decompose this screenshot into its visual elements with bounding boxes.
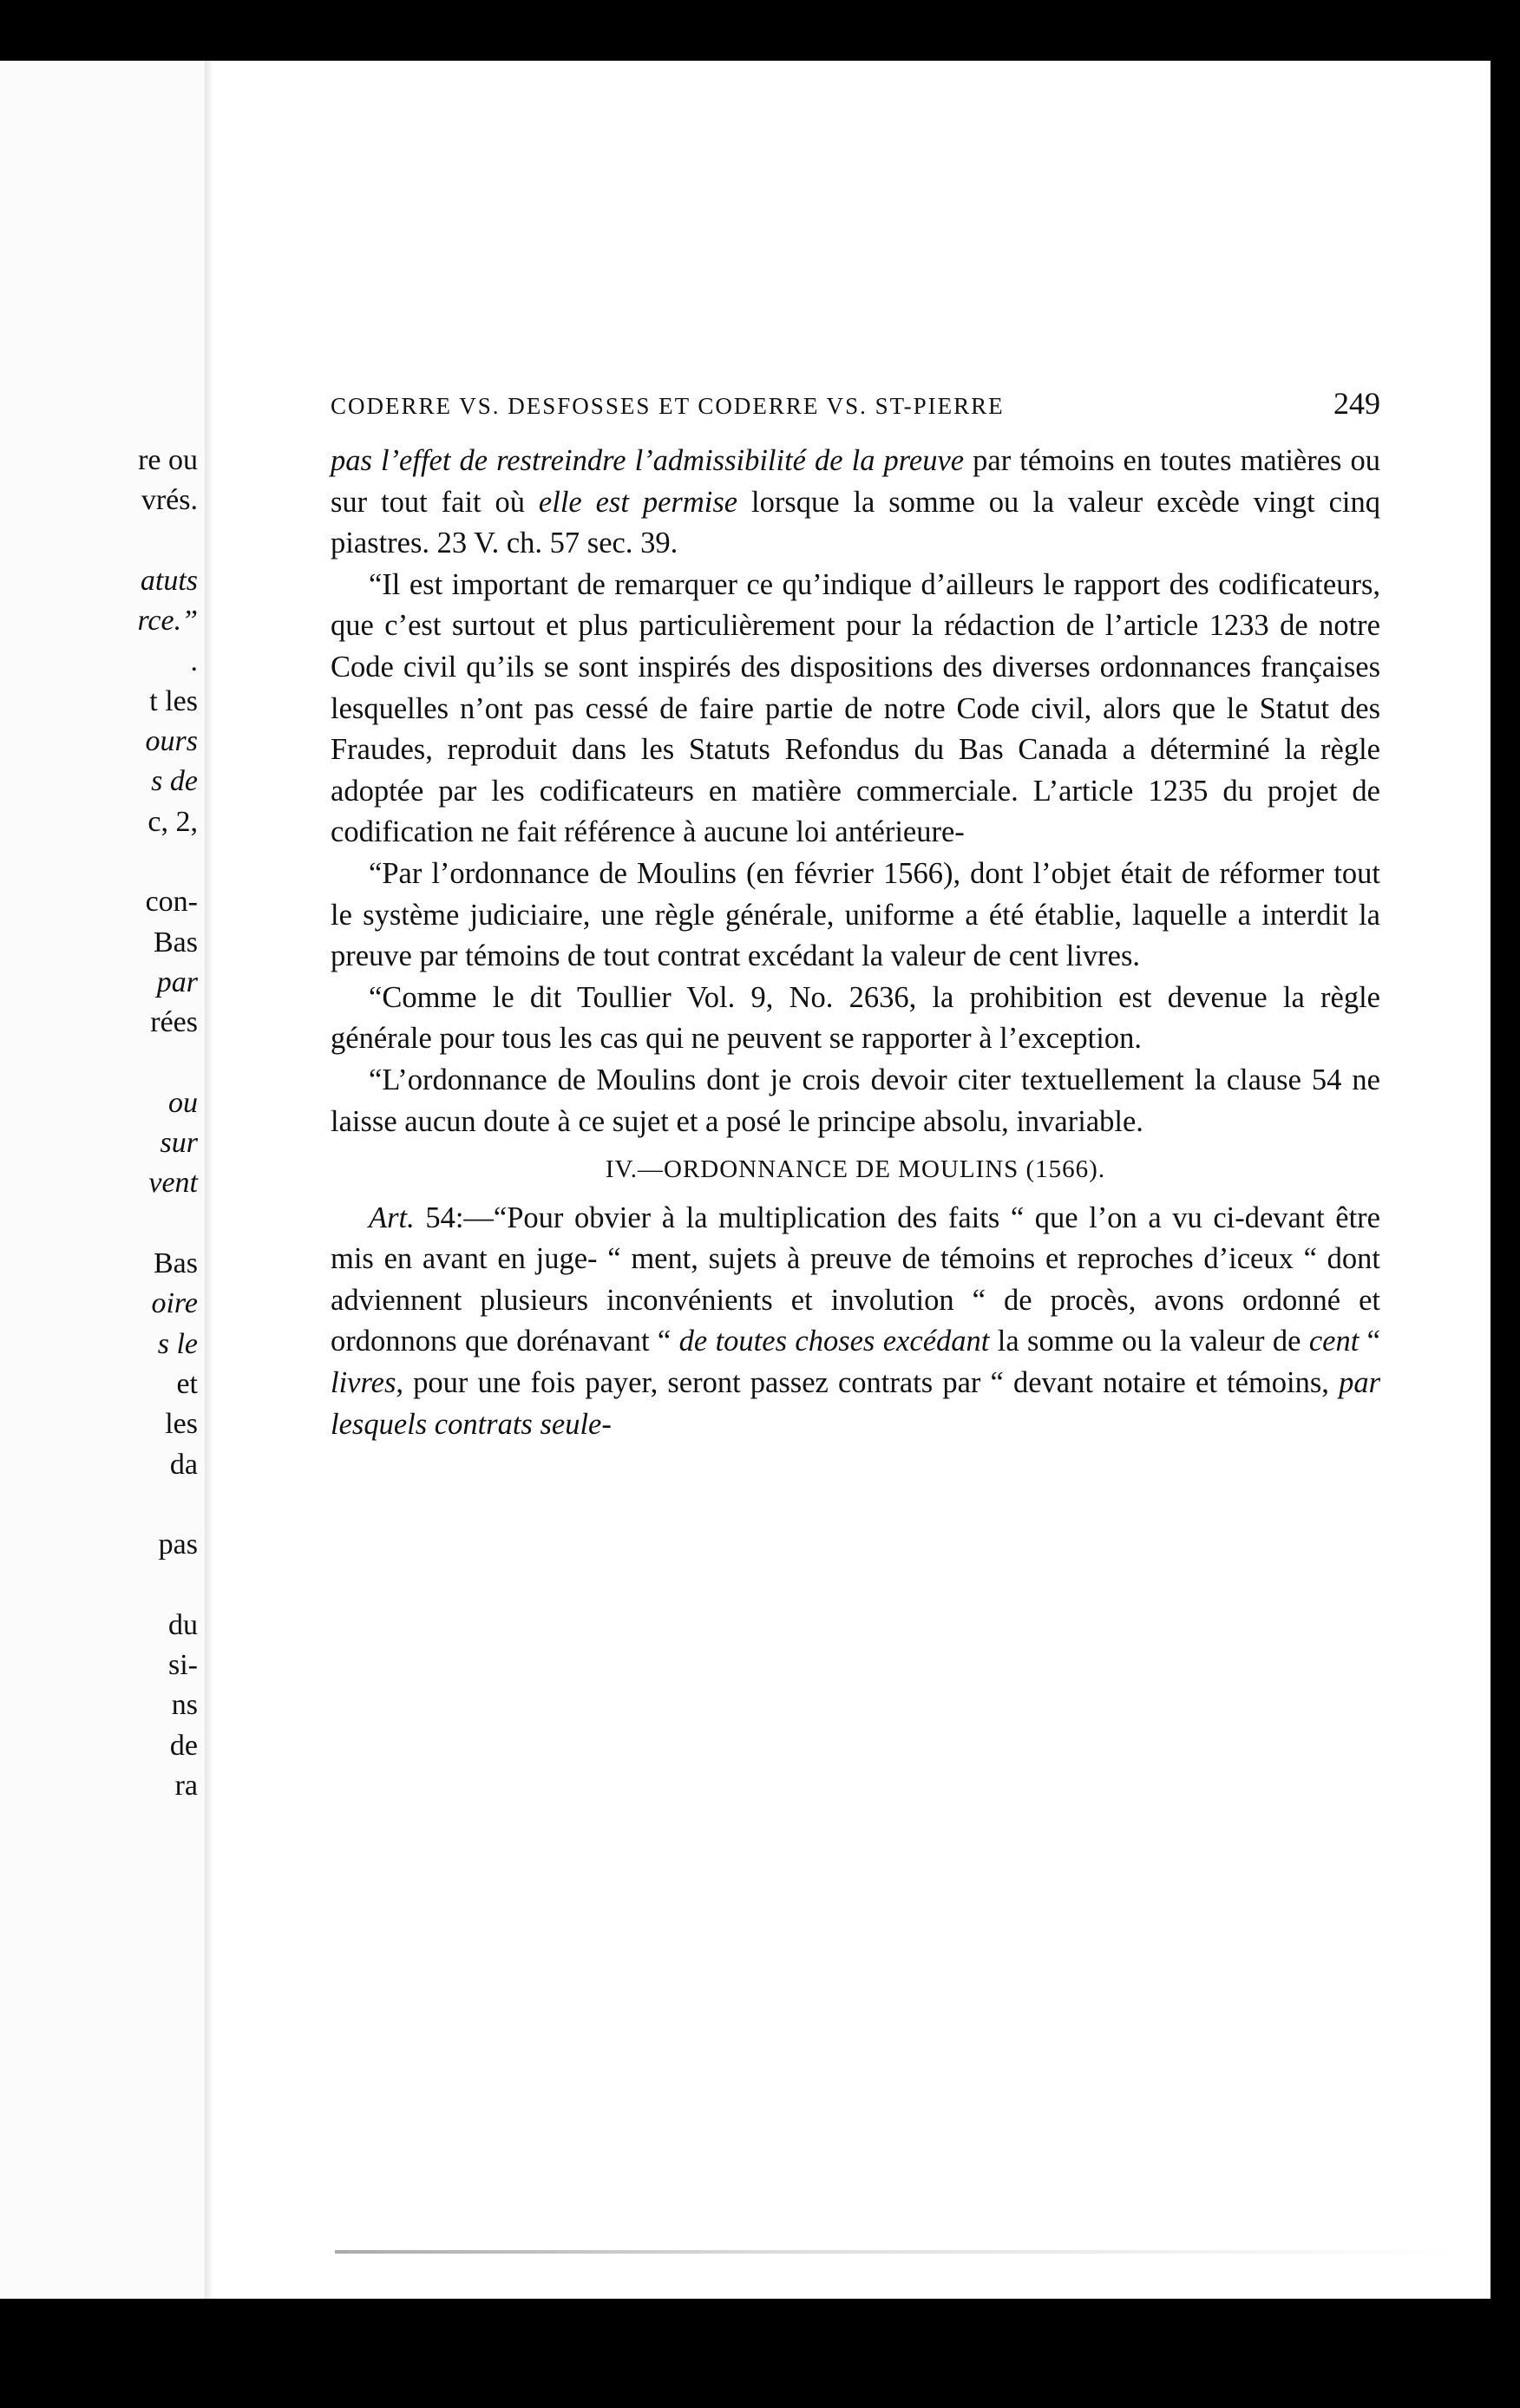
left-page-fragment: Bas [154,1247,198,1279]
left-page-fragment: atuts [140,564,198,597]
left-page-fragment: rées [150,1006,198,1039]
left-page-fragment: c, 2, [147,805,198,838]
paragraph-toullier: “Comme le dit Toullier Vol. 9, No. 2636, la prohibition est devenue la règle générale pour tous les cas qui ne peuvent se rapporter à l’exception. [331,980,1380,1056]
running-title: CODERRE VS. DESFOSSES ET CODERRE VS. ST-PIERRE [331,393,1005,419]
left-page-fragment: rce.” [137,605,198,638]
previous-page-edge [0,61,206,2299]
left-page-fragment: par [156,965,198,998]
page-249 [213,61,1491,2299]
left-page-fragment: les [165,1408,198,1441]
page-body [331,441,1380,1445]
left-page-fragment: du [168,1608,198,1641]
left-page-fragment: da [169,1448,198,1481]
running-header [331,385,1380,422]
left-page-fragment: ou [168,1086,198,1119]
left-page-fragment: Bas [154,926,198,959]
left-page-fragment: si- [168,1649,198,1681]
left-page-fragment: de [169,1729,198,1762]
left-page-fragment: et [176,1367,198,1400]
paragraph-codificateurs: “Il est important de remarquer ce qu’indique d’ailleurs le rapport des codificateurs, que c’est surtout et plus particulièrement pour la rédaction de l’article 1233 de notre Code civil qu’ils se sont inspirés des dispositions des diverses ordonnances françaises lesquelles n’ont pas cessé de faire partie de notre Code civil, alors que le Statut des Fraudes, reproduit dans les Statuts Refondus du Bas Canada a déterminé la règle adoptée par les codificateurs en matière commerciale. L’article 1235 du projet de codification ne fait référence à aucune loi antérieure- [331,567,1380,849]
page-gutter [205,61,213,2299]
book-spread [0,61,1491,2299]
left-page-fragment: sur [160,1127,198,1160]
left-page-fragment: vrés. [141,484,198,517]
scan-shadow [335,2250,1463,2254]
left-page-fragment: ra [174,1769,198,1802]
paragraph-ordonnance-moulins: “Par l’ordonnance de Moulins (en février 1566), dont l’objet était de réformer tout le système judiciaire, une règle générale, uniforme a été établie, laquelle a interdit la preuve par témoins de tout contrat excédant la valeur de cent livres. [331,856,1380,973]
left-page-fragment: s de [151,765,198,798]
paragraph-clause-54: “L’ordonnance de Moulins dont je crois devoir citer textuellement la clause 54 ne laisse aucun doute à ce sujet et a posé le principe absolu, invariable. [331,1063,1380,1138]
left-page-fragment: ours [145,725,198,758]
left-page-fragment: . [190,645,198,677]
section-heading: IV.—ORDONNANCE DE MOULINS (1566). [605,1155,1106,1184]
left-page-fragment: t les [149,684,198,717]
left-page-fragment: vent [148,1167,198,1200]
left-page-fragment: oire [151,1287,198,1320]
left-page-fragment: s le [157,1327,198,1360]
paragraph-continuation: pas l’effet de restreindre l’admissibilité de la preuve par témoins en toutes matières ou sur tout fait où elle est permise lorsque la somme ou la valeur excède vingt cinq piastres. 23 V. ch. 57 sec. 39. [331,444,1380,560]
left-page-fragment: ns [171,1689,198,1722]
left-page-fragment: re ou [138,444,198,476]
left-page-fragment: con- [145,886,198,919]
paragraph-article-54: Art. 54:—“Pour obvier à la multiplication des faits “ que l’on a vu ci-devant être mis en avant en juge- “ ment, sujets à preuve de témoins et reproches d’iceux “ dont adviennent plusieurs inconvénients et involution “ de procès, avons ordonné et ordonnons que dorénavant “ de toutes choses excédant la somme ou la valeur de cent “ livres, pour une fois payer, seront passez contrats par “ devant notaire et témoins, par lesquels contrats seule- [331,1201,1380,1441]
left-page-fragment: pas [158,1528,198,1561]
page-number: 249 [1333,386,1380,421]
